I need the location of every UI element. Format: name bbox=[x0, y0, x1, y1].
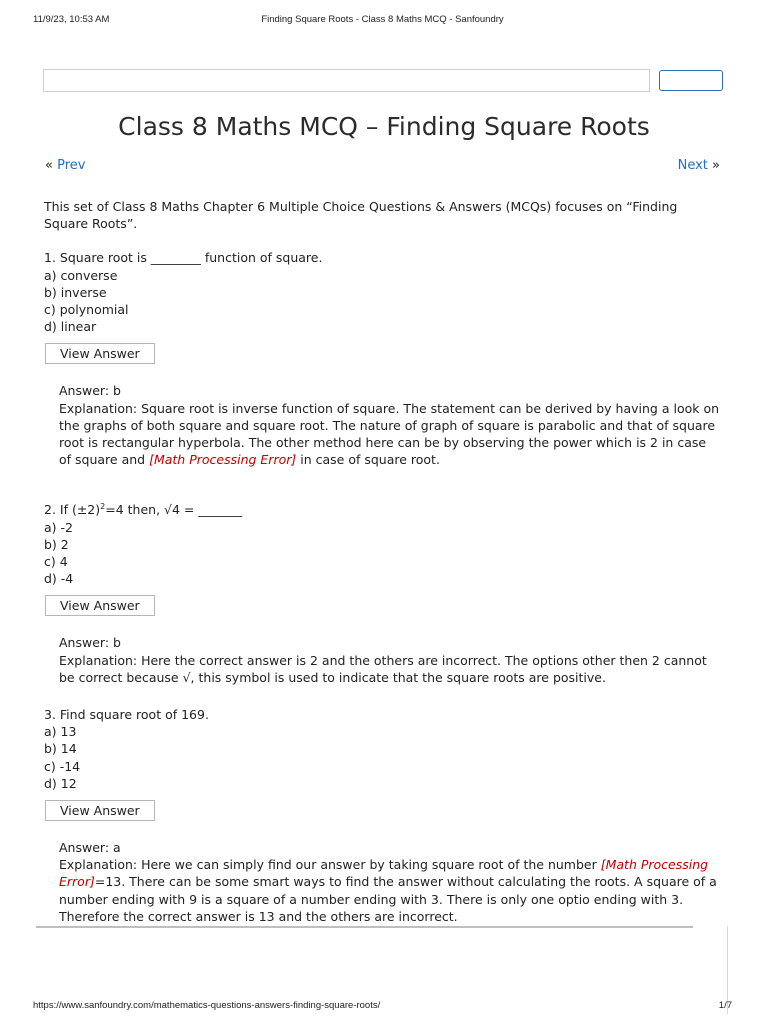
option: d) linear bbox=[44, 319, 97, 335]
option: d) 12 bbox=[44, 775, 77, 791]
option: b) 2 bbox=[44, 536, 69, 552]
question-text: 3. Find square root of 169. bbox=[44, 707, 209, 723]
option: c) polynomial bbox=[44, 302, 129, 318]
answer-block bbox=[59, 382, 720, 468]
explanation-part: =13. There can be some smart ways to find the answer without calculating the roots. A square of a number ending with 9 is a square of a number ending with 3. There is only one optio ending with 3. Therefore the correct answer is 13 and the others are incorrect. bbox=[59, 874, 717, 924]
print-header bbox=[33, 14, 732, 28]
option: a) -2 bbox=[44, 519, 73, 535]
prev-link[interactable] bbox=[45, 158, 85, 173]
next-marker: » bbox=[712, 158, 720, 173]
question-2 bbox=[44, 501, 720, 686]
article-content bbox=[44, 198, 720, 925]
next-link[interactable] bbox=[678, 158, 720, 173]
option: c) -14 bbox=[44, 758, 81, 774]
question-text bbox=[44, 501, 720, 518]
view-answer-button[interactable]: View Answer bbox=[45, 800, 155, 821]
math-error: [Math Processing Error] bbox=[149, 452, 297, 468]
print-page-number: 1/7 bbox=[718, 1000, 732, 1011]
answer-text: Answer: b bbox=[59, 383, 121, 399]
math-error: [Math Processing Error] bbox=[59, 857, 709, 890]
explanation-text bbox=[59, 400, 720, 469]
option: a) 13 bbox=[44, 724, 77, 740]
view-answer-button[interactable]: View Answer bbox=[45, 343, 155, 364]
answer-block bbox=[59, 634, 720, 686]
question-text: 1. Square root is ________ function of square. bbox=[44, 250, 323, 266]
prev-link-label[interactable]: Prev bbox=[57, 158, 86, 173]
option: b) inverse bbox=[44, 284, 107, 300]
option: b) 14 bbox=[44, 741, 77, 757]
print-url: https://www.sanfoundry.com/mathematics-questions-answers-finding-square-roots/ bbox=[33, 1000, 381, 1011]
question-text-part: 2. If (±2) bbox=[44, 502, 101, 518]
answer-text: Answer: b bbox=[59, 635, 121, 651]
print-datetime: 11/9/23, 10:53 AM bbox=[33, 14, 110, 25]
search-button[interactable] bbox=[659, 70, 723, 91]
explanation-part: Explanation: Here we can simply find our answer by taking square root of the number bbox=[59, 857, 601, 873]
search-input[interactable] bbox=[43, 69, 650, 92]
next-link-label[interactable]: Next bbox=[677, 158, 708, 173]
answer-text: Answer: a bbox=[59, 840, 121, 856]
intro-text: This set of Class 8 Maths Chapter 6 Multiple Choice Questions & Answers (MCQs) focuses on “Finding Square Roots”. bbox=[44, 199, 678, 232]
option: d) -4 bbox=[44, 571, 74, 587]
page-title: Class 8 Maths MCQ – Finding Square Roots bbox=[118, 112, 650, 141]
print-footer bbox=[33, 1000, 732, 1014]
explanation-text bbox=[59, 856, 720, 925]
option: c) 4 bbox=[44, 554, 68, 570]
question-1 bbox=[44, 249, 720, 468]
question-text-part: =4 then, √4 = _______ bbox=[105, 502, 243, 518]
prev-marker: « bbox=[45, 158, 53, 173]
explanation-part: Explanation: Square root is inverse function of square. The statement can be derived by having a look on the graphs of both square and square root. The nature of graph of square is parabolic and that of square root is rectangular hyperbola. The other method here can be by observing the power which is 2 in case of square and bbox=[59, 400, 720, 468]
answer-block bbox=[59, 839, 720, 925]
explanation-text: Explanation: Here the correct answer is 2 and the others are incorrect. The options other then 2 cannot be correct because √, this symbol is used to indicate that the square roots are positive. bbox=[59, 652, 707, 685]
print-document-title: Finding Square Roots - Class 8 Maths MCQ - Sanfoundry bbox=[261, 14, 504, 25]
option: a) converse bbox=[44, 267, 118, 283]
divider bbox=[36, 926, 693, 928]
view-answer-button[interactable]: View Answer bbox=[45, 595, 155, 616]
explanation-part: in case of square root. bbox=[296, 452, 440, 468]
superscript: 2 bbox=[100, 502, 106, 512]
question-3 bbox=[44, 706, 720, 925]
